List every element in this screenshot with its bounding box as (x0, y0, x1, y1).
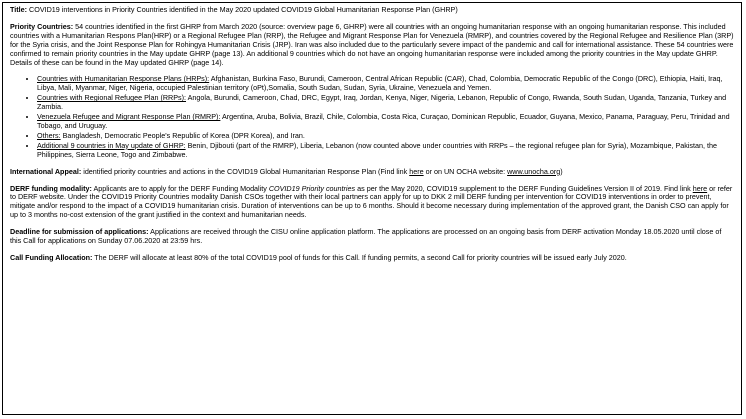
appeal-label: International Appeal: (10, 166, 82, 176)
allocation-label: Call Funding Allocation: (10, 252, 93, 262)
priority-label: Priority Countries: (10, 21, 74, 31)
list-item-text: Afghanistan, Burkina Faso, Burundi, Cameroon, Central African Republic (CAR), Chad, Colombia, Democratic Republic of the Congo (DRC), Ethiopia, Haiti, Iraq, Libya, Mali, Myanmar, Niger, Nigeria, occupied Palestinian territory (oPt),Somalia, South Sudan, Sudan, Syria, Ukraine, Venezuela and Yemen. (37, 74, 723, 93)
priority-paragraph (10, 23, 734, 68)
derf-text: Applicants are to apply for the DERF Funding Modality (91, 183, 269, 193)
list-item-others (37, 132, 734, 141)
list-item-text: Argentina, Aruba, Bolivia, Brazil, Chile, Colombia, Costa Rica, Curaçao, Dominican Republic, Ecuador, Guyana, Mexico, Panama, Paraguay, Peru, Trinidad and Tobago, and Uruguay. (37, 112, 730, 130)
list-item-additional (37, 142, 734, 160)
list-item-label: Others: (37, 130, 61, 140)
appeal-text: ) (560, 166, 563, 176)
unocha-link[interactable]: www.unocha.org (507, 166, 561, 176)
appeal-text: identified priority countries and actions in the COVID19 Global Humanitarian Response Plan (Find link (81, 166, 410, 176)
ghrp-link[interactable]: here (409, 166, 424, 176)
list-item-rmrp (37, 113, 734, 131)
derf-label: DERF funding modality: (10, 183, 92, 193)
country-list (10, 75, 734, 159)
list-item-text: Bangladesh, Democratic People's Republic of Korea (DPR Korea), and Iran. (60, 130, 305, 140)
appeal-text: or on UN OCHA website: (423, 166, 508, 176)
list-item-text: Benin, Djibouti (part of the RMRP), Liberia, Lebanon (now counted above under countries with RRPs – the regional refugee plan for Syria), Mozambique, Pakistan, the Philippines, Sierra Leone, Togo and Zimbabwe. (37, 140, 717, 159)
derf-modality-name: COVID19 Priority countries (268, 183, 356, 193)
allocation-paragraph (10, 254, 734, 263)
deadline-label: Deadline for submission of applications: (10, 227, 149, 237)
deadline-paragraph (10, 228, 734, 246)
derf-guidelines-link[interactable]: here (692, 183, 708, 193)
list-item-hrp (37, 75, 734, 93)
list-item-label: Countries with Humanitarian Response Plans (HRPs): (37, 74, 210, 84)
list-item-label: Additional 9 countries in May update of GHRP: (37, 140, 186, 150)
title-text: COVID19 interventions in Priority Countries identified in the May 2020 updated COVID19 Global Humanitarian Response Plan (GHRP) (27, 5, 458, 14)
list-item-label: Venezuela Refugee and Migrant Response Plan (RMRP): (37, 112, 221, 122)
list-item-text: Angola, Burundi, Cameroon, Chad, DRC, Egypt, Iraq, Jordan, Kenya, Niger, Nigeria, Lebanon, Republic of Congo, Rwanda, South Sudan, Uganda, Tanzania, Turkey and Zambia. (37, 93, 727, 112)
document-box (2, 2, 742, 415)
list-item-label: Countries with Regional Refugee Plan (RRPs): (37, 93, 187, 103)
title-paragraph (10, 6, 734, 15)
derf-paragraph (10, 185, 734, 221)
priority-text: 54 countries identified in the first GHRP from March 2020 (source: overview page 6, GHRP) were all countries with an ongoing humanitarian response with an ongoing humanitarian response. This included countries with a Humanitarian Respons Plan(HRP) or a Regional Refugee Plan (RRP), the Refugee and Migrant Response Plan for Venezuela (RMRP), and countries covered by the Regional Refugee and Resilience Plan (3RP) for the Syria crisis, and the Joint Response Plan for Rohingya Humanitarian Crisis (JRP). Iran was also included due to the particularly severe impact of the pandemic and call for international assistance. These 54 countries were confirmed to remain priority countries in the May update GHRP (page 13). An additional 9 countries which do not have an ongoing humanitarian response were included among the priority countries in the May update GHRP. Details of these can be found in the May updated GHRP (page 14). (10, 21, 734, 67)
derf-text: as per the May 2020, COVID19 supplement to the DERF Funding Guidelines Version II of 2019. Find link (355, 183, 693, 193)
list-item-rrp (37, 94, 734, 112)
derf-text: or refer to DERF website. Under the COVID19 Priority Countries modality Danish CSOs together with their local partners can apply for up to DKK 2 mill DERF funding per intervention for COVID19 interventions in order to prevent, mitigate and/or respond to the impact of a COVID19 humanitarian crisis. Duration of interventions can be up to 6 months. Should it become necessary during implementation of the approved grant, the Danish CSO can apply for up to 3 months no-cost extension of the grant justified in the context and humanitarian needs. (10, 183, 733, 220)
allocation-text: The DERF will allocate at least 80% of the total COVID19 pool of funds for this Call. If funding permits, a second Call for priority countries will be issued early July 2020. (92, 252, 627, 262)
title-label: Title: (10, 5, 28, 14)
appeal-paragraph (10, 168, 734, 177)
deadline-text: Applications are received through the CISU online application platform. The applications are processed on an ongoing basis from DERF activation Monday 18.05.2020 until close of this Call for applications on Sunday 07.06.2020 at 23:59 hrs. (10, 227, 722, 246)
